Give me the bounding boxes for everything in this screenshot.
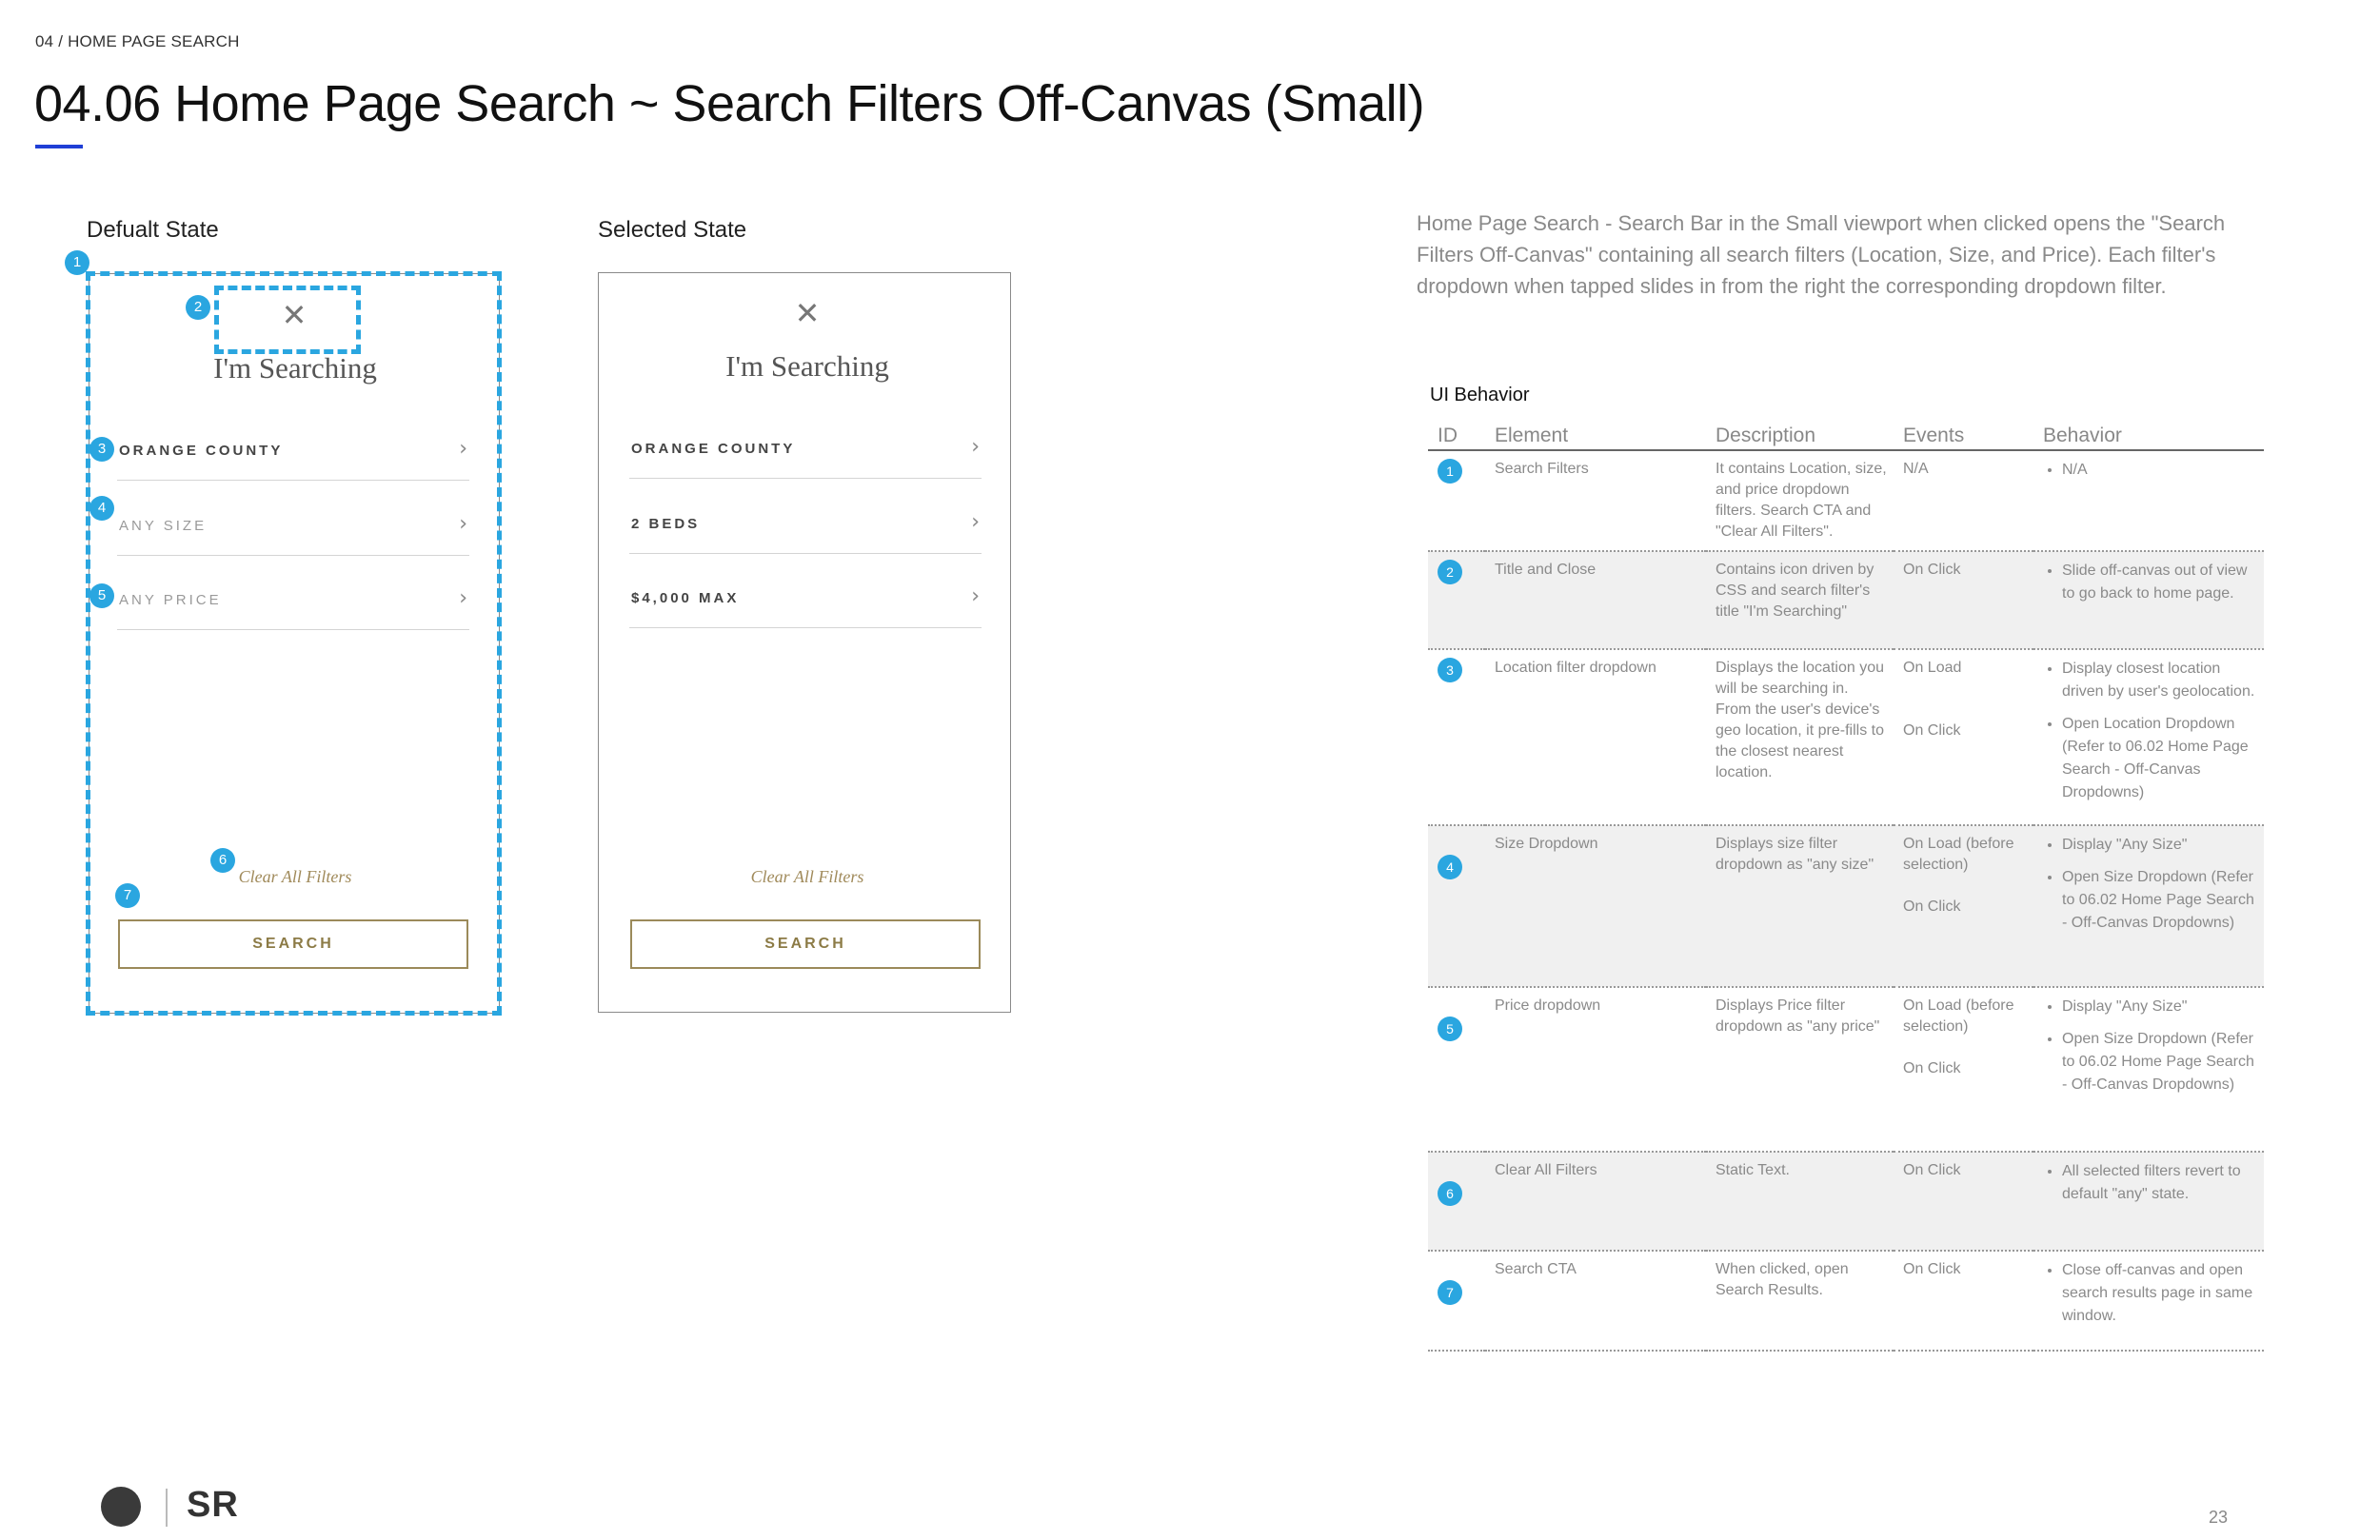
cell-id: [1428, 825, 1485, 987]
size-filter[interactable]: [629, 495, 982, 554]
table-row: [1428, 825, 2264, 987]
cell-element: Search CTA: [1485, 1251, 1706, 1351]
behavior-item: • Open Size Dropdown (Refer to 06.02 Home Page Search - Off-Canvas Dropdowns): [2062, 1028, 2258, 1096]
cell-events: On Click: [1894, 1152, 2033, 1251]
price-filter[interactable]: [117, 571, 469, 630]
behavior-list: [2043, 834, 2258, 935]
cell-description: Displays the location you will be searching in. From the user's device's geo location, it pre-fills to the closest nearest location.: [1706, 649, 1894, 825]
page-title: 04.06 Home Page Search ~ Search Filters Off-Canvas (Small): [34, 75, 1425, 132]
page-number: 23: [2209, 1508, 2229, 1527]
cell-description: Displays Price filter dropdown as "any price": [1706, 987, 1894, 1152]
cell-element: Search Filters: [1485, 450, 1706, 551]
cell-element: Size Dropdown: [1485, 825, 1706, 987]
behavior-list: [2043, 996, 2258, 1096]
id-badge: 1: [1438, 459, 1462, 484]
behavior-list: [2043, 1160, 2258, 1206]
chevron-right-icon: ›: [459, 586, 467, 610]
selected-filter-list: [629, 420, 982, 628]
cell-description: When clicked, open Search Results.: [1706, 1251, 1894, 1351]
cell-events: On Click: [1894, 551, 2033, 649]
annotation-badge-7: 7: [115, 883, 140, 908]
behavior-item: • Close off-canvas and open search results page in same window.: [2062, 1259, 2258, 1328]
searching-title: I'm Searching: [725, 349, 889, 383]
behavior-item: • Display "Any Size": [2062, 834, 2258, 857]
table-row: [1428, 1152, 2264, 1251]
cell-id: [1428, 551, 1485, 649]
location-filter-label: ORANGE COUNTY: [119, 443, 284, 459]
search-button[interactable]: SEARCH: [630, 919, 981, 969]
behavior-list: [2043, 560, 2258, 605]
table-header-row: [1428, 421, 2264, 450]
breadcrumb: 04 / HOME PAGE SEARCH: [35, 32, 240, 50]
table-body: [1428, 450, 2264, 1351]
size-filter[interactable]: [117, 497, 469, 556]
id-badge: 6: [1438, 1181, 1462, 1206]
column-header-id: ID: [1428, 421, 1485, 450]
footer-divider: [166, 1489, 168, 1527]
behavior-item: • Open Size Dropdown (Refer to 06.02 Home Page Search - Off-Canvas Dropdowns): [2062, 866, 2258, 935]
cell-element: Location filter dropdown: [1485, 649, 1706, 825]
cell-description: Contains icon driven by CSS and search filter's title "I'm Searching": [1706, 551, 1894, 649]
behavior-item: • Slide off-canvas out of view to go back to home page.: [2062, 560, 2258, 605]
chevron-right-icon: ›: [459, 512, 467, 536]
location-filter-label: ORANGE COUNTY: [631, 441, 796, 457]
behavior-list: [2043, 658, 2258, 804]
cell-id: [1428, 450, 1485, 551]
ui-behavior-table: [1428, 421, 2264, 1352]
default-state-label: Defualt State: [87, 217, 219, 243]
table-row: [1428, 987, 2264, 1152]
cell-description: Static Text.: [1706, 1152, 1894, 1251]
cell-behavior: [2033, 1251, 2264, 1351]
clear-all-filters-link[interactable]: Clear All Filters: [238, 867, 352, 886]
id-badge: 4: [1438, 855, 1462, 879]
shell-logo-icon: [101, 1487, 141, 1527]
price-filter[interactable]: [629, 569, 982, 628]
behavior-item: • Open Location Dropdown (Refer to 06.02 Home Page Search - Off-Canvas Dropdowns): [2062, 713, 2258, 804]
chevron-right-icon: ›: [971, 584, 980, 608]
behavior-item: • N/A: [2062, 459, 2258, 482]
behavior-item: • Display "Any Size": [2062, 996, 2258, 1018]
size-filter-label: 2 BEDS: [631, 516, 701, 532]
cell-behavior: [2033, 551, 2264, 649]
id-badge: 3: [1438, 658, 1462, 682]
description-text: Home Page Search - Search Bar in the Small viewport when clicked opens the "Search Filters Off-Canvas" containing all search filters (Location, Size, and Price). Each filter's dropdown when tapped slides in from the right the corresponding dropdown filter.: [1417, 211, 2226, 298]
cell-element: Title and Close: [1485, 551, 1706, 649]
cell-id: [1428, 1152, 1485, 1251]
table-row: [1428, 551, 2264, 649]
column-header-description: Description: [1706, 421, 1894, 450]
cell-events: On Load (before selection) On Click: [1894, 825, 2033, 987]
chevron-right-icon: ›: [971, 510, 980, 534]
column-header-element: Element: [1485, 421, 1706, 450]
column-header-behavior: Behavior: [2033, 421, 2264, 450]
cell-description: Displays size filter dropdown as "any size": [1706, 825, 1894, 987]
cell-events: N/A: [1894, 450, 2033, 551]
close-icon[interactable]: ✕: [281, 297, 307, 333]
size-filter-label: ANY SIZE: [119, 518, 208, 534]
clear-all-filters-link[interactable]: Clear All Filters: [750, 867, 864, 886]
cell-description: It contains Location, size, and price dropdown filters. Search CTA and "Clear All Filters".: [1706, 450, 1894, 551]
price-filter-label: $4,000 MAX: [631, 590, 740, 606]
table-row: [1428, 1251, 2264, 1351]
selected-state-label: Selected State: [598, 217, 747, 243]
title-underline: [35, 145, 83, 148]
column-header-events: Events: [1894, 421, 2033, 450]
behavior-item: • All selected filters revert to default "any" state.: [2062, 1160, 2258, 1206]
annotation-badge-4: 4: [89, 496, 114, 521]
id-badge: 2: [1438, 560, 1462, 584]
default-filter-list: [117, 422, 469, 630]
cell-behavior: [2033, 450, 2264, 551]
id-badge: 5: [1438, 1017, 1462, 1041]
cell-behavior: [2033, 825, 2264, 987]
close-icon[interactable]: ✕: [794, 295, 821, 331]
table-row: [1428, 450, 2264, 551]
annotation-badge-5: 5: [89, 583, 114, 608]
footer-brand: SR: [187, 1485, 239, 1525]
location-filter[interactable]: [629, 420, 982, 479]
location-filter[interactable]: [117, 422, 469, 481]
ui-behavior-heading: UI Behavior: [1430, 385, 1530, 405]
id-badge: 7: [1438, 1280, 1462, 1305]
annotation-badge-1: 1: [65, 250, 89, 275]
chevron-right-icon: ›: [971, 435, 980, 459]
price-filter-label: ANY PRICE: [119, 592, 222, 608]
cell-events: On Load On Click: [1894, 649, 2033, 825]
chevron-right-icon: ›: [459, 437, 467, 461]
cell-behavior: [2033, 1152, 2264, 1251]
searching-title: I'm Searching: [213, 351, 377, 385]
annotation-badge-6: 6: [210, 848, 235, 873]
behavior-list: [2043, 1259, 2258, 1328]
cell-element: Clear All Filters: [1485, 1152, 1706, 1251]
cell-behavior: [2033, 987, 2264, 1152]
search-button[interactable]: SEARCH: [118, 919, 468, 969]
cell-events: On Load (before selection) On Click: [1894, 987, 2033, 1152]
behavior-item: • Display closest location driven by user's geolocation.: [2062, 658, 2258, 703]
cell-id: [1428, 987, 1485, 1152]
annotation-badge-2: 2: [186, 295, 210, 320]
cell-events: On Click: [1894, 1251, 2033, 1351]
cell-behavior: [2033, 649, 2264, 825]
annotation-badge-3: 3: [89, 437, 114, 462]
behavior-list: [2043, 459, 2258, 482]
cell-id: [1428, 1251, 1485, 1351]
cell-id: [1428, 649, 1485, 825]
cell-element: Price dropdown: [1485, 987, 1706, 1152]
table-row: [1428, 649, 2264, 825]
